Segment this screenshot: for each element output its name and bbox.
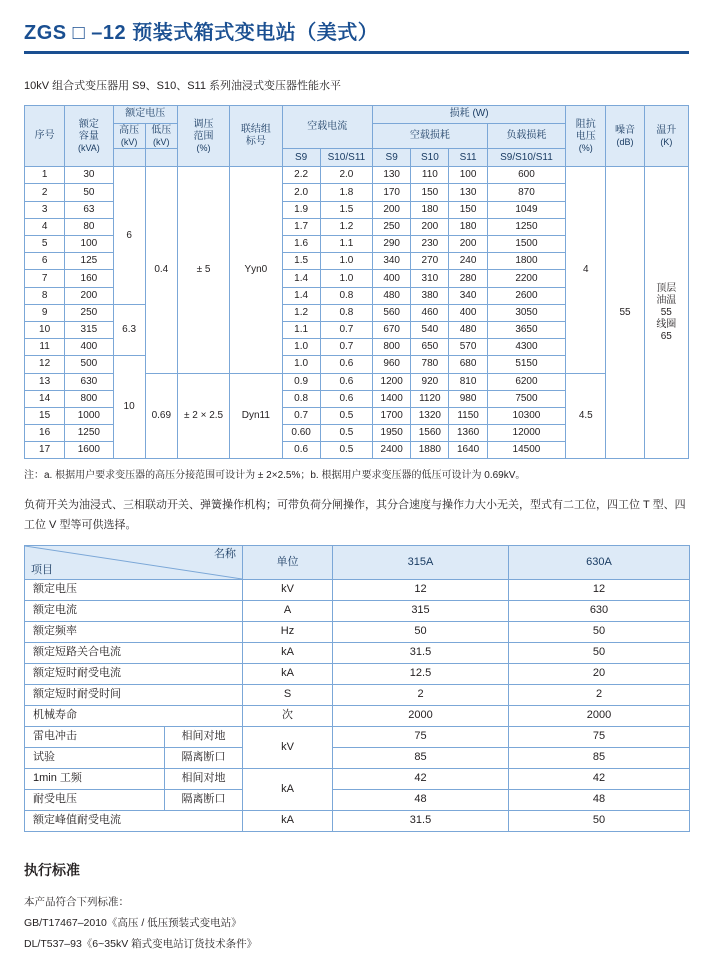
th-tap-range-l1: 调压	[193, 118, 214, 130]
cell-no: 17	[25, 442, 65, 459]
table-row	[25, 600, 690, 621]
cell-subitem: 隔离断口	[165, 747, 243, 768]
th-noise-l2: (dB)	[616, 136, 634, 147]
th-rated-capacity-l2: 容量	[78, 130, 99, 142]
table-row	[25, 810, 690, 831]
cell-nll-s9: 340	[373, 253, 411, 270]
table-row	[25, 579, 690, 600]
th-connection-group	[230, 105, 282, 167]
table1-header-row-1	[25, 105, 689, 123]
cell-nlc-s1011: 1.0	[320, 253, 372, 270]
th-name-label: 名称	[214, 547, 236, 560]
th-lv-unit: (kV)	[153, 136, 170, 147]
cell-capacity: 500	[65, 356, 113, 373]
cell-item: 机械寿命	[25, 705, 243, 726]
th-hv-blank	[113, 149, 145, 167]
cell-nlc-s9: 0.9	[282, 373, 320, 390]
th-impedance	[566, 105, 606, 167]
th-nll-s10: S10	[411, 149, 449, 167]
th-tap-range	[177, 105, 229, 167]
cell-nll-s10: 1560	[411, 425, 449, 442]
cell-nlc-s9: 0.8	[282, 390, 320, 407]
cell-nll-s9: 130	[373, 167, 411, 184]
cell-nll-s9: 670	[373, 321, 411, 338]
cell-630a: 2	[509, 684, 690, 705]
cell-nll-s9: 2400	[373, 442, 411, 459]
th-rated-capacity-l1: 额定	[78, 118, 99, 130]
cell-load-loss: 1049	[487, 201, 565, 218]
cell-item: 额定电压	[25, 579, 243, 600]
cell-nll-s11: 340	[449, 287, 487, 304]
cell-nll-s9: 480	[373, 287, 411, 304]
cell-nlc-s9: 1.9	[282, 201, 320, 218]
table-row	[25, 789, 690, 810]
th-losses: 损耗 (W)	[373, 105, 566, 123]
th-lv	[145, 123, 177, 149]
cell-nll-s10: 460	[411, 304, 449, 321]
cell-nlc-s1011: 0.6	[320, 390, 372, 407]
cell-load-loss: 870	[487, 184, 565, 201]
cell-capacity: 1600	[65, 442, 113, 459]
cell-nlc-s1011: 0.8	[320, 287, 372, 304]
standards-item: DL/T537–93《6~35kV 箱式变电站订货技术条件》	[24, 937, 258, 950]
table-row	[25, 642, 690, 663]
cell-hv-group-3: 10	[113, 356, 145, 459]
cell-item: 额定短时耐受时间	[25, 684, 243, 705]
temp-rise-l2: 油温	[656, 294, 677, 306]
cell-load-loss: 5150	[487, 356, 565, 373]
cell-nll-s10: 180	[411, 201, 449, 218]
cell-nlc-s1011: 0.5	[320, 442, 372, 459]
cell-315a: 31.5	[333, 810, 509, 831]
cell-unit: kA	[243, 642, 333, 663]
standards-heading: 执行标准	[24, 861, 80, 878]
cell-unit: A	[243, 600, 333, 621]
page-title: ZGS □ –12 预装式箱式变电站（美式）	[24, 22, 379, 44]
cell-315a: 50	[333, 621, 509, 642]
document-header	[24, 0, 689, 54]
cell-impedance-2: 4.5	[566, 373, 606, 459]
cell-nll-s9: 290	[373, 236, 411, 253]
cell-nll-s11: 180	[449, 218, 487, 235]
th-hv-label: 高压	[119, 124, 140, 136]
th-temp-rise-l2: (K)	[660, 136, 673, 147]
cell-capacity: 630	[65, 373, 113, 390]
cell-nll-s10: 1320	[411, 407, 449, 424]
cell-nll-s10: 780	[411, 356, 449, 373]
cell-conn-group-2: Dyn11	[230, 373, 282, 459]
cell-unit: 次	[243, 705, 333, 726]
cell-item: 1min 工频	[25, 768, 165, 789]
th-temp-rise-l1: 温升	[656, 124, 677, 136]
th-nll-s11: S11	[449, 149, 487, 167]
cell-315a: 315	[333, 600, 509, 621]
cell-load-loss: 2200	[487, 270, 565, 287]
cell-no: 13	[25, 373, 65, 390]
cell-nlc-s1011: 1.5	[320, 201, 372, 218]
th-rated-capacity-l3: (kVA)	[77, 142, 100, 153]
cell-load-loss: 3650	[487, 321, 565, 338]
cell-load-loss: 1500	[487, 236, 565, 253]
cell-subitem: 隔离断口	[165, 789, 243, 810]
table-row	[25, 663, 690, 684]
th-impedance-l3: (%)	[578, 142, 593, 153]
cell-load-loss: 600	[487, 167, 565, 184]
table-row	[25, 768, 690, 789]
cell-nlc-s9: 1.1	[282, 321, 320, 338]
cell-nll-s10: 540	[411, 321, 449, 338]
cell-630a: 50	[509, 642, 690, 663]
cell-315a: 2	[333, 684, 509, 705]
standards-item: GB/T17467–2010《高压 / 低压预装式变电站》	[24, 916, 242, 929]
table-row	[25, 167, 689, 184]
cell-630a: 630	[509, 600, 690, 621]
cell-nll-s10: 650	[411, 339, 449, 356]
th-unit: 单位	[243, 545, 333, 579]
cell-nll-s11: 980	[449, 390, 487, 407]
th-noise-l1: 噪音	[615, 124, 636, 136]
cell-nlc-s9: 2.0	[282, 184, 320, 201]
cell-no: 8	[25, 287, 65, 304]
cell-630a: 85	[509, 747, 690, 768]
cell-nlc-s1011: 0.6	[320, 373, 372, 390]
cell-nlc-s1011: 1.8	[320, 184, 372, 201]
cell-load-loss: 1250	[487, 218, 565, 235]
cell-nll-s10: 310	[411, 270, 449, 287]
cell-item: 耐受电压	[25, 789, 165, 810]
cell-nll-s11: 680	[449, 356, 487, 373]
th-name-item	[25, 545, 243, 579]
cell-load-loss: 7500	[487, 390, 565, 407]
cell-unit: kA	[243, 810, 333, 831]
cell-unit: kV	[243, 579, 333, 600]
cell-no: 12	[25, 356, 65, 373]
temp-rise-l4: 线圈	[656, 318, 677, 330]
cell-nll-s11: 1360	[449, 425, 487, 442]
cell-capacity: 100	[65, 236, 113, 253]
switch-parameters-table	[24, 545, 690, 832]
temp-rise-l5: 65	[660, 330, 672, 342]
cell-capacity: 315	[65, 321, 113, 338]
table-row	[25, 705, 690, 726]
table-row	[25, 726, 690, 747]
cell-item: 雷电冲击	[25, 726, 165, 747]
temp-rise-l1: 顶层	[656, 282, 677, 294]
cell-630a: 12	[509, 579, 690, 600]
cell-nll-s10: 920	[411, 373, 449, 390]
cell-no: 9	[25, 304, 65, 321]
cell-630a: 20	[509, 663, 690, 684]
table-row	[25, 621, 690, 642]
cell-nll-s9: 1950	[373, 425, 411, 442]
temp-rise-l3: 55	[660, 306, 672, 318]
cell-load-loss: 12000	[487, 425, 565, 442]
th-temp-rise	[644, 105, 688, 167]
cell-315a: 48	[333, 789, 509, 810]
cell-noise: 55	[606, 167, 644, 459]
table-row	[25, 747, 690, 768]
cell-capacity: 80	[65, 218, 113, 235]
cell-no: 1	[25, 167, 65, 184]
cell-tap-group-2: ± 2 × 2.5	[177, 373, 229, 459]
cell-nll-s11: 1150	[449, 407, 487, 424]
cell-no: 2	[25, 184, 65, 201]
cell-capacity: 160	[65, 270, 113, 287]
cell-nlc-s1011: 0.5	[320, 407, 372, 424]
th-no-load-current: 空载电流	[282, 105, 373, 149]
cell-nll-s11: 810	[449, 373, 487, 390]
standards-body	[24, 892, 689, 955]
transformer-performance-table	[24, 105, 689, 460]
cell-nlc-s9: 0.7	[282, 407, 320, 424]
th-tap-range-l2: 范围	[193, 130, 214, 142]
cell-no: 6	[25, 253, 65, 270]
cell-nll-s11: 130	[449, 184, 487, 201]
cell-load-loss: 6200	[487, 373, 565, 390]
cell-lv-group-1: 0.4	[145, 167, 177, 373]
cell-nlc-s9: 2.2	[282, 167, 320, 184]
th-tap-range-l3: (%)	[196, 142, 211, 153]
cell-315a: 42	[333, 768, 509, 789]
cell-no: 7	[25, 270, 65, 287]
th-nlc-s10s11: S10/S11	[320, 149, 372, 167]
cell-impedance-1: 4	[566, 167, 606, 373]
cell-nlc-s1011: 1.1	[320, 236, 372, 253]
th-rated-capacity	[65, 105, 113, 167]
cell-nlc-s9: 0.60	[282, 425, 320, 442]
cell-315a: 75	[333, 726, 509, 747]
cell-unit: kV	[243, 726, 333, 768]
cell-315a: 12	[333, 579, 509, 600]
th-nll-s9: S9	[373, 149, 411, 167]
cell-temp-rise	[644, 167, 688, 459]
cell-nll-s10: 150	[411, 184, 449, 201]
th-lv-blank	[145, 149, 177, 167]
cell-nll-s10: 110	[411, 167, 449, 184]
cell-unit: Hz	[243, 621, 333, 642]
cell-nlc-s9: 1.2	[282, 304, 320, 321]
cell-no: 14	[25, 390, 65, 407]
cell-no: 11	[25, 339, 65, 356]
cell-nll-s9: 250	[373, 218, 411, 235]
cell-nll-s9: 170	[373, 184, 411, 201]
th-conn-l1: 联结组	[240, 123, 271, 135]
cell-nlc-s1011: 2.0	[320, 167, 372, 184]
cell-nlc-s9: 1.4	[282, 270, 320, 287]
cell-load-loss: 3050	[487, 304, 565, 321]
cell-nll-s10: 230	[411, 236, 449, 253]
cell-nll-s9: 560	[373, 304, 411, 321]
cell-315a: 2000	[333, 705, 509, 726]
cell-no: 10	[25, 321, 65, 338]
cell-nlc-s9: 1.0	[282, 356, 320, 373]
title-divider	[24, 51, 689, 54]
cell-nll-s11: 150	[449, 201, 487, 218]
th-no-load-loss: 空载损耗	[373, 123, 488, 149]
cell-nlc-s1011: 0.7	[320, 321, 372, 338]
cell-lv-group-2: 0.69	[145, 373, 177, 459]
cell-nll-s11: 1640	[449, 442, 487, 459]
table2-header-row	[25, 545, 690, 579]
th-rated-voltage: 额定电压	[113, 105, 177, 123]
cell-tap-group-1: ± 5	[177, 167, 229, 373]
cell-nll-s9: 960	[373, 356, 411, 373]
th-noise	[606, 105, 644, 167]
th-item-label: 项目	[31, 563, 53, 576]
th-630a: 630A	[509, 545, 690, 579]
cell-capacity: 50	[65, 184, 113, 201]
th-no: 序号	[25, 105, 65, 167]
cell-subitem: 相间对地	[165, 726, 243, 747]
cell-item: 额定短路关合电流	[25, 642, 243, 663]
cell-nll-s10: 200	[411, 218, 449, 235]
cell-hv-group-1: 6	[113, 167, 145, 305]
load-switch-paragraph: 负荷开关为油浸式、三相联动开关、弹簧操作机构；可带负荷分闸操作，其分合速度与操作力大小无关，型式有二工位，四工位 T 型、四工位 V 型等可供选择。	[24, 499, 686, 531]
cell-630a: 50	[509, 621, 690, 642]
intro-text: 10kV 组合式变压器用 S9、S10、S11 系列油浸式变压器性能水平	[24, 80, 342, 92]
th-nlc-s9: S9	[282, 149, 320, 167]
cell-nlc-s9: 1.6	[282, 236, 320, 253]
th-ll-s9s10s11: S9/S10/S11	[487, 149, 565, 167]
cell-nlc-s1011: 1.0	[320, 270, 372, 287]
th-load-loss: 负载损耗	[487, 123, 565, 149]
th-impedance-l1: 阻抗	[575, 118, 596, 130]
cell-nlc-s1011: 0.5	[320, 425, 372, 442]
cell-630a: 42	[509, 768, 690, 789]
th-impedance-l2: 电压	[575, 130, 596, 142]
cell-item: 额定电流	[25, 600, 243, 621]
cell-capacity: 1250	[65, 425, 113, 442]
cell-capacity: 63	[65, 201, 113, 218]
cell-load-loss: 4300	[487, 339, 565, 356]
standards-lead: 本产品符合下列标准：	[24, 895, 129, 908]
cell-item: 额定峰值耐受电流	[25, 810, 243, 831]
cell-630a: 50	[509, 810, 690, 831]
cell-nlc-s9: 1.5	[282, 253, 320, 270]
cell-nlc-s1011: 0.8	[320, 304, 372, 321]
cell-capacity: 200	[65, 287, 113, 304]
cell-nll-s9: 1200	[373, 373, 411, 390]
cell-nlc-s1011: 0.7	[320, 339, 372, 356]
cell-nll-s10: 1880	[411, 442, 449, 459]
cell-item: 试验	[25, 747, 165, 768]
cell-nll-s9: 200	[373, 201, 411, 218]
cell-630a: 2000	[509, 705, 690, 726]
diagonal-divider-icon	[25, 546, 242, 579]
cell-nll-s9: 800	[373, 339, 411, 356]
cell-subitem: 相间对地	[165, 768, 243, 789]
th-conn-l2: 标号	[245, 135, 266, 147]
cell-nll-s11: 480	[449, 321, 487, 338]
cell-nll-s10: 380	[411, 287, 449, 304]
cell-conn-group-1: Yyn0	[230, 167, 282, 373]
cell-hv-group-2: 6.3	[113, 304, 145, 356]
cell-630a: 48	[509, 789, 690, 810]
cell-load-loss: 10300	[487, 407, 565, 424]
cell-no: 16	[25, 425, 65, 442]
th-hv-unit: (kV)	[120, 136, 138, 147]
th-lv-label: 低压	[151, 124, 172, 136]
cell-315a: 31.5	[333, 642, 509, 663]
cell-nlc-s9: 1.7	[282, 218, 320, 235]
table1-note: 注：a. 根据用户要求变压器的高压分接范围可设计为 ± 2×2.5%；b. 根据用户要求变压器的低压可设计为 0.69kV。	[24, 470, 526, 482]
cell-nll-s11: 200	[449, 236, 487, 253]
cell-315a: 12.5	[333, 663, 509, 684]
cell-unit: kA	[243, 768, 333, 810]
cell-nll-s9: 400	[373, 270, 411, 287]
cell-nlc-s9: 1.0	[282, 339, 320, 356]
cell-nlc-s1011: 1.2	[320, 218, 372, 235]
cell-load-loss: 14500	[487, 442, 565, 459]
cell-capacity: 250	[65, 304, 113, 321]
cell-nlc-s9: 1.4	[282, 287, 320, 304]
cell-nll-s11: 280	[449, 270, 487, 287]
cell-nll-s11: 240	[449, 253, 487, 270]
cell-unit: S	[243, 684, 333, 705]
cell-nll-s11: 570	[449, 339, 487, 356]
cell-capacity: 800	[65, 390, 113, 407]
cell-load-loss: 1800	[487, 253, 565, 270]
cell-630a: 75	[509, 726, 690, 747]
cell-no: 4	[25, 218, 65, 235]
cell-item: 额定频率	[25, 621, 243, 642]
cell-capacity: 125	[65, 253, 113, 270]
cell-no: 5	[25, 236, 65, 253]
cell-unit: kA	[243, 663, 333, 684]
cell-nll-s9: 1700	[373, 407, 411, 424]
cell-nll-s9: 1400	[373, 390, 411, 407]
cell-item: 额定短时耐受电流	[25, 663, 243, 684]
cell-nll-s10: 270	[411, 253, 449, 270]
cell-no: 3	[25, 201, 65, 218]
th-hv	[113, 123, 145, 149]
table-row	[25, 684, 690, 705]
cell-capacity: 30	[65, 167, 113, 184]
th-315a: 315A	[333, 545, 509, 579]
cell-nlc-s1011: 0.6	[320, 356, 372, 373]
cell-nll-s10: 1120	[411, 390, 449, 407]
cell-nll-s11: 100	[449, 167, 487, 184]
cell-no: 15	[25, 407, 65, 424]
cell-load-loss: 2600	[487, 287, 565, 304]
cell-nll-s11: 400	[449, 304, 487, 321]
cell-capacity: 400	[65, 339, 113, 356]
cell-capacity: 1000	[65, 407, 113, 424]
cell-nlc-s9: 0.6	[282, 442, 320, 459]
cell-315a: 85	[333, 747, 509, 768]
